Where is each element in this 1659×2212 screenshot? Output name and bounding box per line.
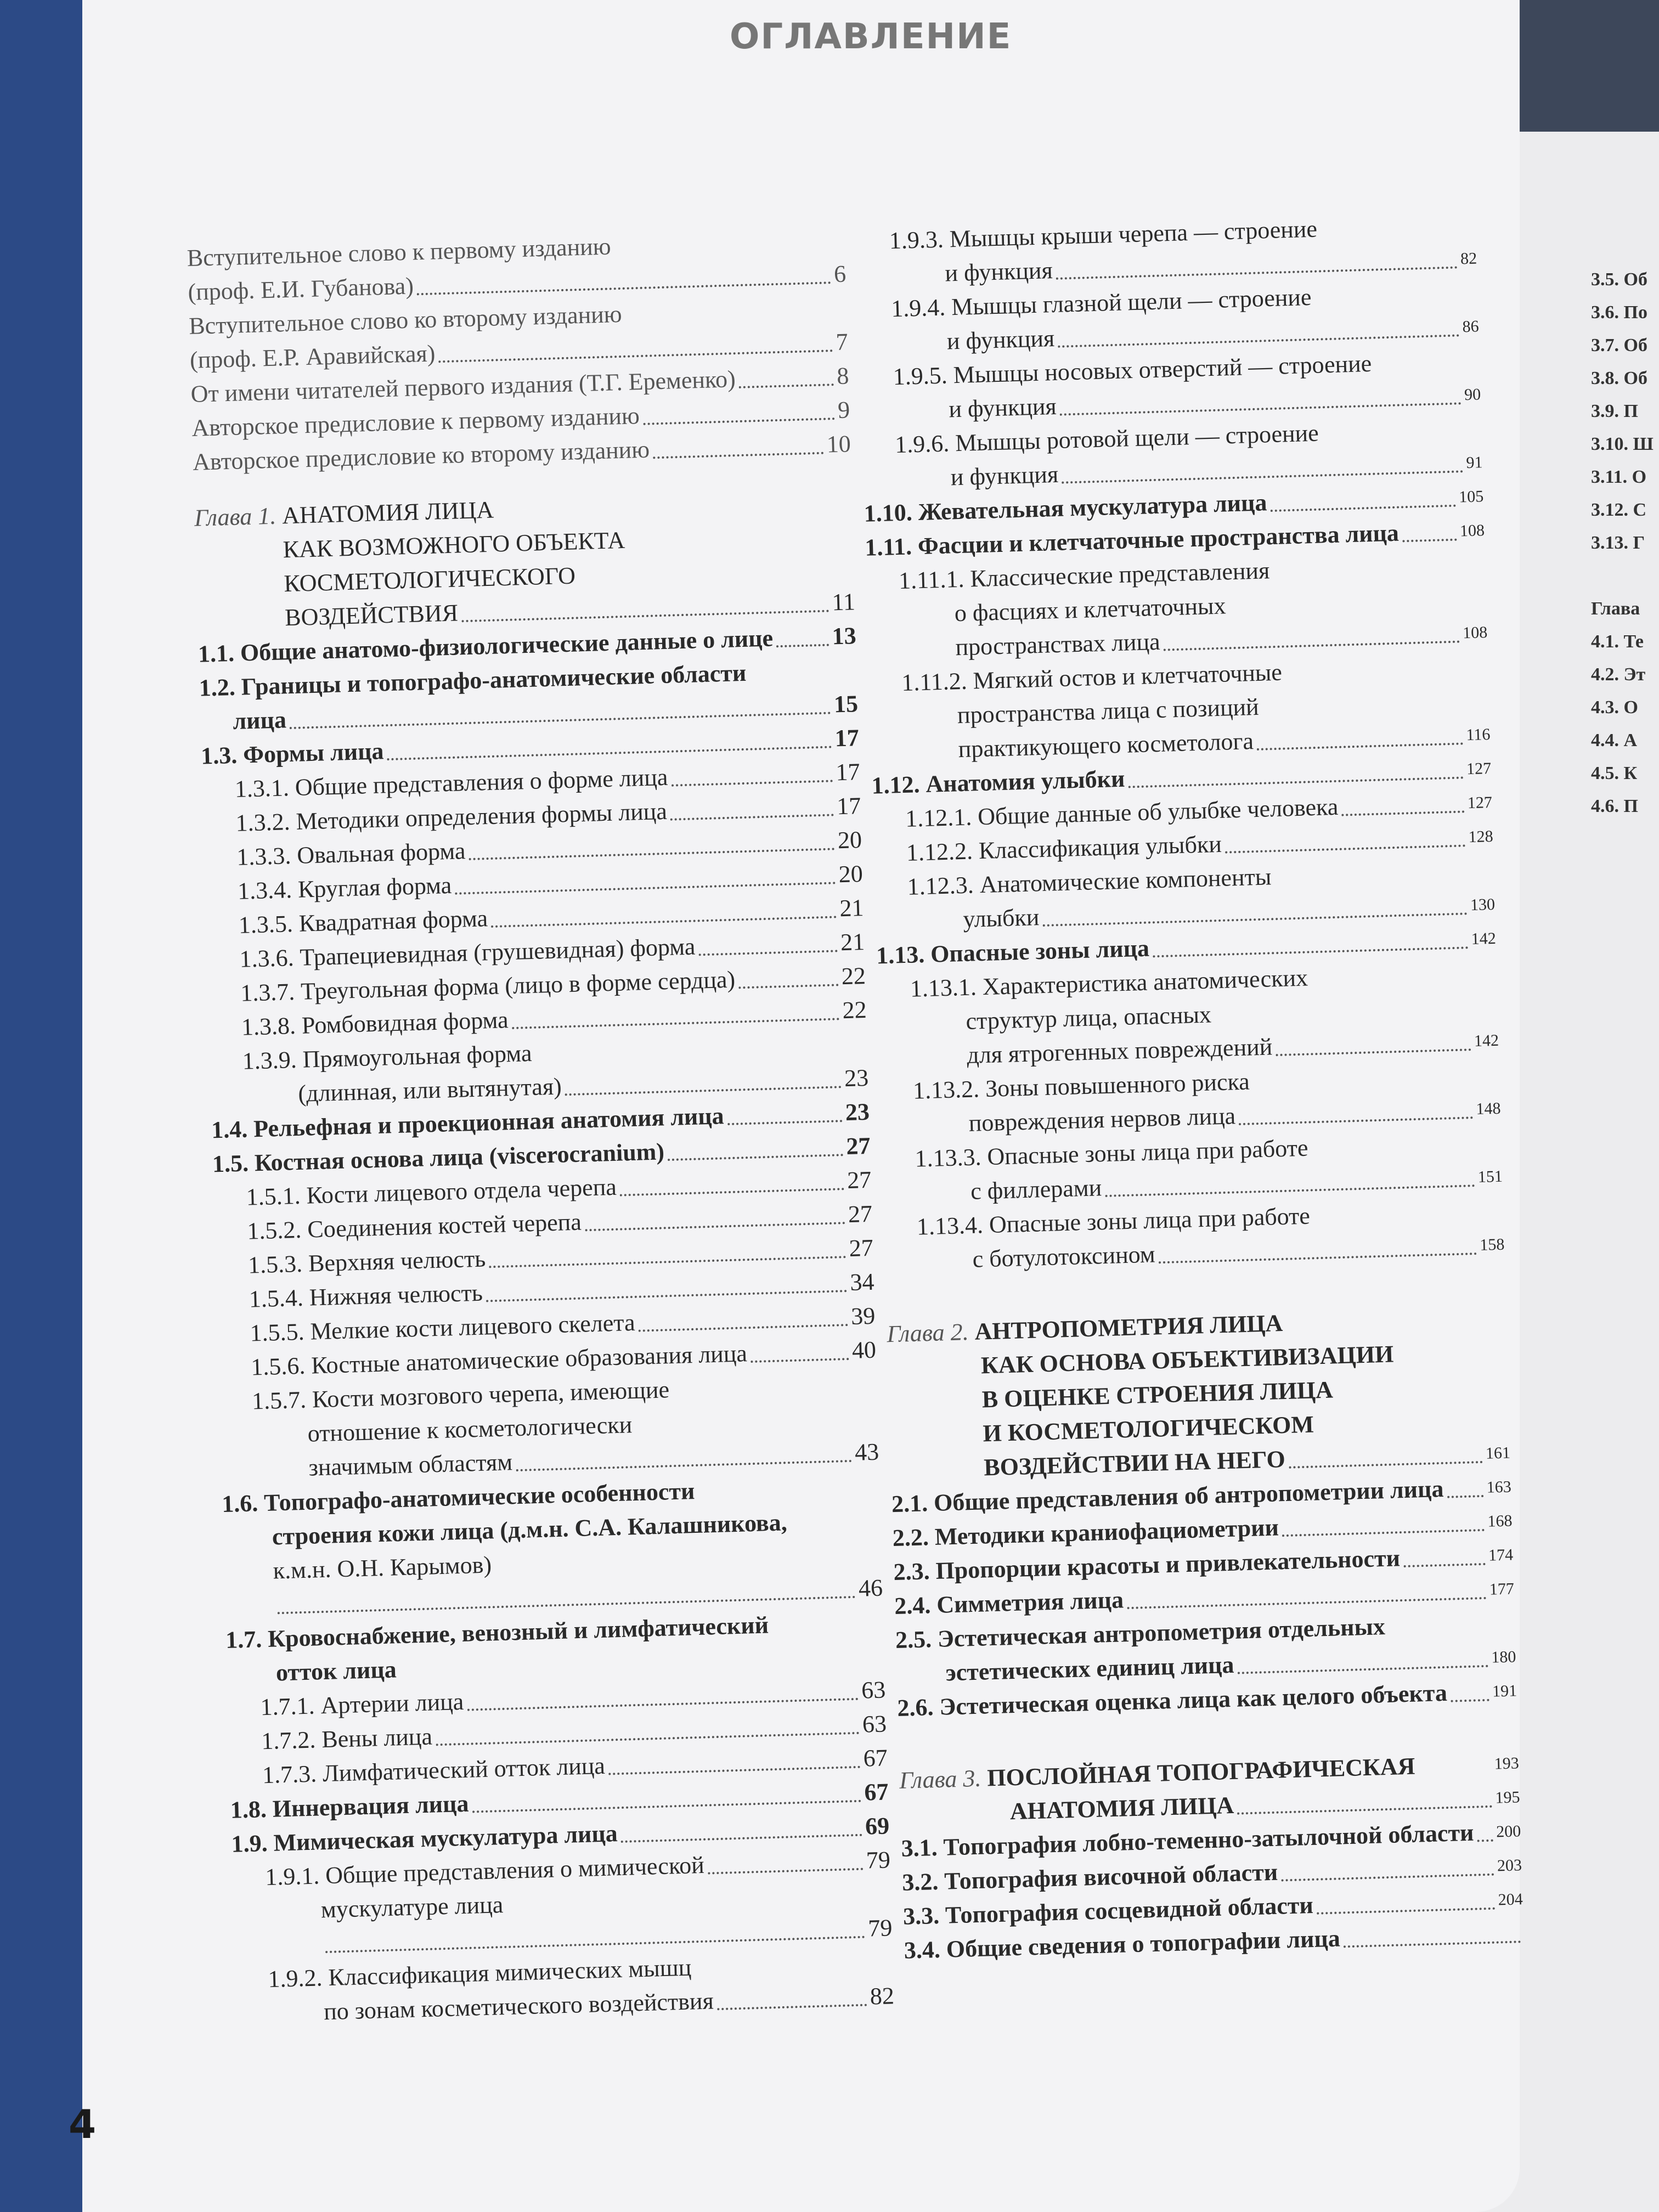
toc-entry-title: 1.12. Анатомия улыбки xyxy=(871,765,1126,799)
dot-leader xyxy=(1477,1839,1493,1842)
page-ref: 108 xyxy=(1462,623,1488,642)
chapter-label: Глава 2. xyxy=(886,1318,969,1348)
toc-entry-title: 1.5.3. Верхняя челюсть xyxy=(247,1245,486,1279)
dot-leader xyxy=(565,1086,841,1096)
page-title: ОГЛАВЛЕНИЕ xyxy=(730,16,1012,57)
page-ref: 67 xyxy=(863,1744,888,1772)
toc-entry-title: (проф. Е.И. Губанова) xyxy=(187,272,414,306)
toc-entry-title: 1.3.3. Овальная форма xyxy=(236,837,466,871)
dot-leader xyxy=(1276,1048,1471,1056)
toc-entry-title: 1.1. Общие анатомо-физиологические данные о лице xyxy=(198,624,774,668)
toc-entry-title: 1.7. Кровоснабжение, венозный и лимфатический xyxy=(225,1611,769,1654)
page-ref: 116 xyxy=(1466,725,1491,744)
toc-entry-title: 1.3.7. Треугольная форма (лицо в форме сердца) xyxy=(240,966,736,1007)
page-number: 4 xyxy=(69,2101,97,2147)
page-ref: 15 xyxy=(833,690,859,718)
toc-entry-title: 1.13.4. Опасные зоны лица при работе xyxy=(916,1202,1311,1240)
dot-leader xyxy=(717,2004,867,2011)
toc-entry-title: для ятрогенных повреждений xyxy=(966,1033,1273,1069)
page-ref: 128 xyxy=(1468,827,1494,847)
chapter-title-line: КАК ВОЗМОЖНОГО ОБЪЕКТА xyxy=(283,526,625,563)
page-ref: 17 xyxy=(834,724,860,752)
toc-entry-title: 3.4. Общие сведения о топографии лица xyxy=(904,1925,1341,1964)
toc-entry-partial: 4.5. К xyxy=(1591,763,1638,783)
toc-entry-partial: 4.1. Те xyxy=(1591,631,1644,652)
dot-leader xyxy=(585,1222,845,1231)
toc-entry-title: и функция xyxy=(944,257,1053,287)
page-ref: 8 xyxy=(836,362,849,390)
toc-entry-title: повреждения нервов лица xyxy=(968,1102,1236,1137)
toc-entry-title: 1.9.4. Мышцы глазной щели — строение xyxy=(890,283,1312,323)
chapter-title-line: АНАТОМИЯ ЛИЦА xyxy=(281,496,494,529)
toc-entry-title: 1.7.3. Лимфатический отток лица xyxy=(262,1752,606,1789)
dot-leader xyxy=(1282,1529,1485,1537)
toc-entry-title: 1.3.8. Ромбовидная форма xyxy=(241,1006,509,1041)
toc-entry-title: 1.5.7. Кости мозгового черепа, имеющие xyxy=(251,1376,670,1415)
toc-entry-title: 3.2. Топография височной области xyxy=(901,1858,1278,1896)
page-ref: 195 xyxy=(1495,1788,1520,1807)
chapter-1-entries xyxy=(198,619,895,2032)
page-ref: 17 xyxy=(835,758,861,786)
chapter-2-entries xyxy=(891,1470,1517,1725)
page-ref: 67 xyxy=(864,1778,889,1806)
toc-entry-title: 1.5.2. Соединения костей черепа xyxy=(246,1208,582,1245)
page-ref: 23 xyxy=(845,1098,870,1126)
page-ref: 20 xyxy=(837,826,862,854)
toc-entry-title: 1.11. Фасции и клетчаточные пространства лица xyxy=(864,519,1400,561)
page-ref: 90 xyxy=(1464,385,1481,404)
toc-entry-title: 1.7.1. Артерии лица xyxy=(259,1688,464,1721)
page-ref: 79 xyxy=(867,1914,893,1942)
page-ref: 127 xyxy=(1467,793,1493,812)
dot-leader xyxy=(1238,1665,1488,1674)
dot-leader xyxy=(708,1868,863,1875)
toc-entry-partial: 4.2. Эт xyxy=(1591,664,1646,685)
toc-entry-partial: 3.13. Г xyxy=(1591,533,1645,553)
dot-leader xyxy=(643,417,834,425)
dot-leader xyxy=(620,1188,844,1196)
toc-entry-title: с филлерами xyxy=(970,1174,1102,1205)
page-ref: 86 xyxy=(1462,317,1480,336)
page-ref: 11 xyxy=(831,588,856,616)
dot-leader xyxy=(1451,1699,1489,1702)
page-ref: 21 xyxy=(840,928,865,956)
toc-column-1 xyxy=(187,223,895,2031)
page-ref: 191 xyxy=(1492,1681,1517,1701)
toc-entry-title: 1.4. Рельефная и проекционная анатомия лица xyxy=(211,1102,725,1144)
toc-entry-title: пространствах лица xyxy=(955,628,1161,661)
page-ref: 22 xyxy=(842,996,867,1024)
toc-entry-title: структур лица, опасных xyxy=(965,1001,1212,1035)
toc-entry-partial: Глава xyxy=(1591,599,1640,619)
toc-entry-title: 2.2. Методики краниофациометрии xyxy=(892,1514,1279,1552)
page-ref: 20 xyxy=(838,860,864,888)
page-ref: 69 xyxy=(865,1812,890,1840)
toc-entry-title: 1.8. Иннервация лица xyxy=(230,1790,469,1824)
dot-leader xyxy=(1105,1184,1475,1197)
dot-leader xyxy=(1342,810,1465,816)
dot-leader xyxy=(455,882,836,894)
toc-column-2 xyxy=(856,207,1524,1967)
toc-entry-title: 1.3.1. Общие представления о форме лица xyxy=(234,763,668,803)
toc-entry-title: эстетических единиц лица xyxy=(945,1651,1234,1686)
page-ref: 180 xyxy=(1491,1647,1516,1667)
toc-entry-title: 1.13.1. Характеристика анатомических xyxy=(910,964,1308,1002)
page-ref: 163 xyxy=(1486,1477,1512,1497)
toc-entry-title: 1.12.1. Общие данные об улыбке человека xyxy=(905,793,1339,832)
dot-leader xyxy=(516,1460,851,1471)
chapter-label: Глава 3. xyxy=(899,1764,982,1794)
toc-entry-title: Авторское предисловие ко второму изданию xyxy=(192,436,650,476)
page-ref: 108 xyxy=(1459,521,1485,540)
toc-entry-title: 1.3.9. Прямоугольная форма xyxy=(242,1040,533,1075)
toc-entry-title: мускулатуре лица xyxy=(320,1891,504,1923)
toc-entry-title: 1.2. Границы и топографо-анатомические области xyxy=(199,659,747,702)
toc-entry-title: 1.3.6. Трапециевидная (грушевидная) форма xyxy=(239,933,696,973)
dot-leader xyxy=(1403,1563,1485,1567)
toc-entry-title: 1.11.1. Классические представления xyxy=(898,557,1270,595)
page-ref: 151 xyxy=(1477,1167,1503,1187)
toc-entry-title: практикующего косметолога xyxy=(958,727,1254,763)
toc-entry-title: 2.6. Эстетическая оценка лица как целого объекта xyxy=(896,1679,1448,1722)
toc-entry-title: 1.12.3. Анатомические компоненты xyxy=(907,863,1272,900)
dot-leader xyxy=(512,1018,839,1029)
toc-entry-title: 1.5.6. Костные анатомические образования лица xyxy=(250,1340,748,1381)
page-ref: 142 xyxy=(1474,1031,1499,1051)
dot-leader xyxy=(1271,505,1456,512)
page-ref: 40 xyxy=(851,1336,877,1364)
toc-entry-partial: 4.3. О xyxy=(1591,697,1638,718)
toc-entry-title: 1.12.2. Классификация улыбки xyxy=(906,830,1222,866)
page-ref: 158 xyxy=(1479,1235,1505,1254)
page-ref: 10 xyxy=(826,430,851,458)
dot-leader xyxy=(738,984,838,989)
toc-entry-title: 1.3.4. Круглая форма xyxy=(237,871,452,905)
chapter-title-line: АНТРОПОМЕТРИЯ ЛИЦА xyxy=(974,1310,1283,1345)
page-ref: 27 xyxy=(848,1200,873,1228)
toc-entry-title: к.м.н. О.Н. Карымов) xyxy=(273,1551,492,1584)
toc-entry-title: (проф. Е.Р. Аравийская) xyxy=(189,340,436,374)
chapter-title-line: ВОЗДЕЙСТВИИ НА НЕГО xyxy=(983,1446,1286,1481)
chapter-title-line: КОСМЕТОЛОГИЧЕСКОГО xyxy=(283,562,576,597)
dot-leader xyxy=(489,1256,847,1268)
toc-entry-title: 1.7.2. Вены лица xyxy=(261,1723,433,1755)
dot-leader xyxy=(1344,1940,1521,1948)
dot-leader xyxy=(621,1834,862,1843)
page-ref: 46 xyxy=(858,1574,883,1602)
toc-entry-title: 1.9. Мимическая мускулатура лица xyxy=(230,1820,618,1858)
dot-leader xyxy=(1402,539,1457,543)
dot-leader xyxy=(1159,1252,1477,1263)
chapter-title-line: И КОСМЕТОЛОГИЧЕСКОМ xyxy=(982,1410,1314,1447)
dot-leader xyxy=(776,644,829,648)
dot-leader xyxy=(672,780,833,786)
toc-entry-title: 1.13. Опасные зоны лица xyxy=(876,934,1150,969)
dot-leader xyxy=(653,452,823,459)
page-ref: 142 xyxy=(1471,929,1497,949)
chapter-1-heading xyxy=(194,483,855,637)
page-ref: 148 xyxy=(1475,1099,1501,1119)
toc-entry-partial: 3.9. П xyxy=(1591,401,1638,421)
toc-entry-partial: 3.8. Об xyxy=(1591,368,1647,388)
page-ref: 23 xyxy=(844,1064,869,1092)
dot-leader xyxy=(1281,1874,1494,1882)
intro-list xyxy=(187,223,851,479)
page-ref: 204 xyxy=(1498,1890,1523,1909)
page-ref: 63 xyxy=(861,1676,886,1704)
toc-entry-title: 3.1. Топография лобно-теменно-затылочной области xyxy=(900,1819,1475,1862)
toc-entry-title: 1.5.4. Нижняя челюсть xyxy=(249,1279,483,1313)
chapter-title-line: ПОСЛОЙНАЯ ТОПОГРАФИЧЕСКАЯ xyxy=(986,1752,1415,1792)
toc-entry-partial: 4.4. А xyxy=(1591,730,1638,751)
dot-leader xyxy=(486,1290,847,1302)
page-ref: 21 xyxy=(839,894,865,922)
toc-entry-title: (длинная, или вытянутая) xyxy=(297,1073,562,1107)
toc-entry-title: 1.3.5. Квадратная форма xyxy=(238,905,488,939)
chapter-1-entries-cont xyxy=(856,207,1505,1279)
chapter-3-entries xyxy=(901,1814,1524,1967)
dot-leader xyxy=(1164,641,1460,651)
dot-leader xyxy=(491,916,837,928)
toc-entry-title: Авторское предисловие к первому изданию xyxy=(191,402,640,442)
page-ref: 7 xyxy=(835,328,849,356)
dot-leader xyxy=(699,950,838,956)
dot-leader xyxy=(1317,1908,1495,1915)
toc-entry-title: 1.9.6. Мышцы ротовой щели — строение xyxy=(894,419,1319,459)
page-ref: 79 xyxy=(866,1846,891,1874)
page-ref: 130 xyxy=(1470,895,1496,915)
page-ref: 127 xyxy=(1466,759,1492,778)
toc-column-3-partial xyxy=(1591,263,1659,823)
toc-entry-partial: 3.11. О xyxy=(1591,467,1647,487)
toc-entry-partial: 3.5. Об xyxy=(1591,269,1647,290)
toc-entry-title: 1.11.2. Мягкий остов и клетчаточные xyxy=(901,658,1283,696)
toc-entry-partial: 3.6. По xyxy=(1591,302,1647,323)
toc-entry-title: 1.3.2. Методики определения формы лица xyxy=(235,797,668,837)
page-ref: 168 xyxy=(1487,1511,1513,1531)
toc-entry-title: 1.9.2. Классификация мимических мышц xyxy=(267,1954,692,1993)
dot-leader xyxy=(1127,1597,1486,1609)
page-ref: 161 xyxy=(1485,1443,1511,1463)
chapter-label: Глава 1. xyxy=(194,502,276,532)
chapter-2-heading xyxy=(887,1300,1511,1487)
page-ref: 63 xyxy=(862,1710,887,1738)
toc-entry-partial: 4.6. П xyxy=(1591,796,1638,816)
toc-entry-title: лица xyxy=(232,706,287,735)
dot-leader xyxy=(1239,1116,1473,1125)
toc-entry-title: строения кожи лица (д.м.н. С.А. Калашникова, xyxy=(272,1509,788,1550)
toc-entry-title: и функция xyxy=(950,460,1059,491)
dot-leader xyxy=(739,383,834,388)
dot-leader xyxy=(639,1324,848,1332)
dot-leader xyxy=(1128,776,1464,788)
dot-leader xyxy=(751,1358,849,1363)
toc-entry-title: От имени читателей первого издания (Т.Г. Еременко) xyxy=(190,365,736,408)
page-ref: 200 xyxy=(1496,1822,1521,1841)
toc-entry-title: 1.3. Формы лица xyxy=(200,737,385,770)
dot-leader xyxy=(1447,1495,1484,1498)
page-ref: 203 xyxy=(1497,1856,1522,1875)
dot-leader xyxy=(469,848,835,860)
toc-entry-title: и функция xyxy=(948,392,1057,423)
dot-leader xyxy=(727,1120,842,1125)
page-ref: 82 xyxy=(870,1982,895,2010)
toc-entry-title: 1.6. Топографо-анатомические особенности xyxy=(221,1477,695,1518)
toc-entry-title: отношение к косметологически xyxy=(307,1411,633,1447)
toc-entry-title: 1.5.1. Кости лицевого отдела черепа xyxy=(246,1173,617,1211)
page-ref: 27 xyxy=(849,1234,874,1262)
intro-line: Вступительное слово к первому изданию xyxy=(187,233,612,272)
page-ref: 193 xyxy=(1494,1754,1520,1773)
toc-entry-title: о фасциях и клетчаточных xyxy=(954,592,1227,627)
toc-entry-title: 1.9.3. Мышцы крыши черепа — строение xyxy=(889,215,1318,255)
dot-leader xyxy=(668,1154,843,1161)
toc-entry-title: 2.5. Эстетическая антропометрия отдельных xyxy=(895,1613,1386,1654)
toc-entry-title: улыбки xyxy=(962,904,1040,933)
dot-leader xyxy=(1257,742,1463,750)
toc-entry-title: 1.13.2. Зоны повышенного риска xyxy=(912,1068,1250,1104)
toc-entry-title: 1.9.1. Общие представления о мимической xyxy=(264,1851,705,1891)
intro-line: Вступительное слово ко второму изданию xyxy=(188,300,623,340)
toc-entry-title: 1.9.5. Мышцы носовых отверстий — строение xyxy=(893,349,1372,391)
page-ref: 177 xyxy=(1489,1579,1515,1599)
page-ref: 6 xyxy=(833,260,847,288)
page-ref: 9 xyxy=(837,396,850,424)
page-ref: 17 xyxy=(836,792,861,820)
toc-entry-title: 3.3. Топография сосцевидной области xyxy=(902,1891,1314,1930)
toc-entry-title: 2.3. Пропорции красоты и привлекательности xyxy=(893,1544,1401,1586)
page-ref: 22 xyxy=(841,962,866,990)
toc-entry-title: 2.4. Симметрия лица xyxy=(894,1586,1124,1620)
page-ref: 27 xyxy=(845,1132,871,1160)
page-ref: 27 xyxy=(847,1166,872,1194)
page-ref: 39 xyxy=(850,1302,876,1330)
dot-leader xyxy=(670,814,834,820)
page-ref: 43 xyxy=(854,1438,879,1466)
toc-entry-title: с ботулотоксином xyxy=(972,1240,1156,1273)
toc-entry-title: 2.1. Общие представления об антропометрии лица xyxy=(891,1475,1444,1518)
toc-entry-title: 1.5. Костная основа лица (viscerocranium) xyxy=(212,1138,665,1178)
toc-entry-partial: 3.7. Об xyxy=(1591,335,1647,356)
toc-entry-title: 1.13.3. Опасные зоны лица при работе xyxy=(914,1134,1309,1172)
toc-entry-title: значимым областям xyxy=(308,1448,513,1481)
toc-entry-title: по зонам косметического воздействия xyxy=(323,1987,714,2025)
toc-entry-title: пространства лица с позиций xyxy=(957,693,1260,729)
page-ref: 105 xyxy=(1458,487,1484,506)
toc-entry-title: 1.5.5. Мелкие кости лицевого скелета xyxy=(249,1308,636,1347)
toc-entry-title: 1.10. Жевательная мускулатура лица xyxy=(864,489,1268,527)
chapter-title-line: В ОЦЕНКЕ СТРОЕНИЯ ЛИЦА xyxy=(981,1376,1334,1413)
page-ref: 13 xyxy=(831,622,857,650)
chapter-title-line: АНАТОМИЯ ЛИЦА xyxy=(1009,1791,1234,1825)
page-ref: 91 xyxy=(1466,453,1483,472)
chapter-title-line: ВОЗДЕЙСТВИЯ xyxy=(284,599,459,631)
page-ref: 82 xyxy=(1460,249,1477,268)
toc-entry-partial xyxy=(1591,560,1659,592)
page-ref: 174 xyxy=(1488,1545,1514,1565)
toc-entry-partial: 3.10. Ш xyxy=(1591,434,1654,454)
page-ref: 34 xyxy=(849,1268,875,1296)
dot-leader xyxy=(1153,946,1468,957)
toc-entry-partial: 3.12. С xyxy=(1591,500,1647,520)
chapter-title-line: КАК ОСНОВА ОБЪЕКТИВИЗАЦИИ xyxy=(980,1340,1394,1379)
toc-entry-title: и функция xyxy=(946,324,1055,355)
dot-leader xyxy=(608,1766,860,1775)
toc-entry-title: отток лица xyxy=(275,1656,397,1686)
dot-leader xyxy=(1225,844,1465,853)
